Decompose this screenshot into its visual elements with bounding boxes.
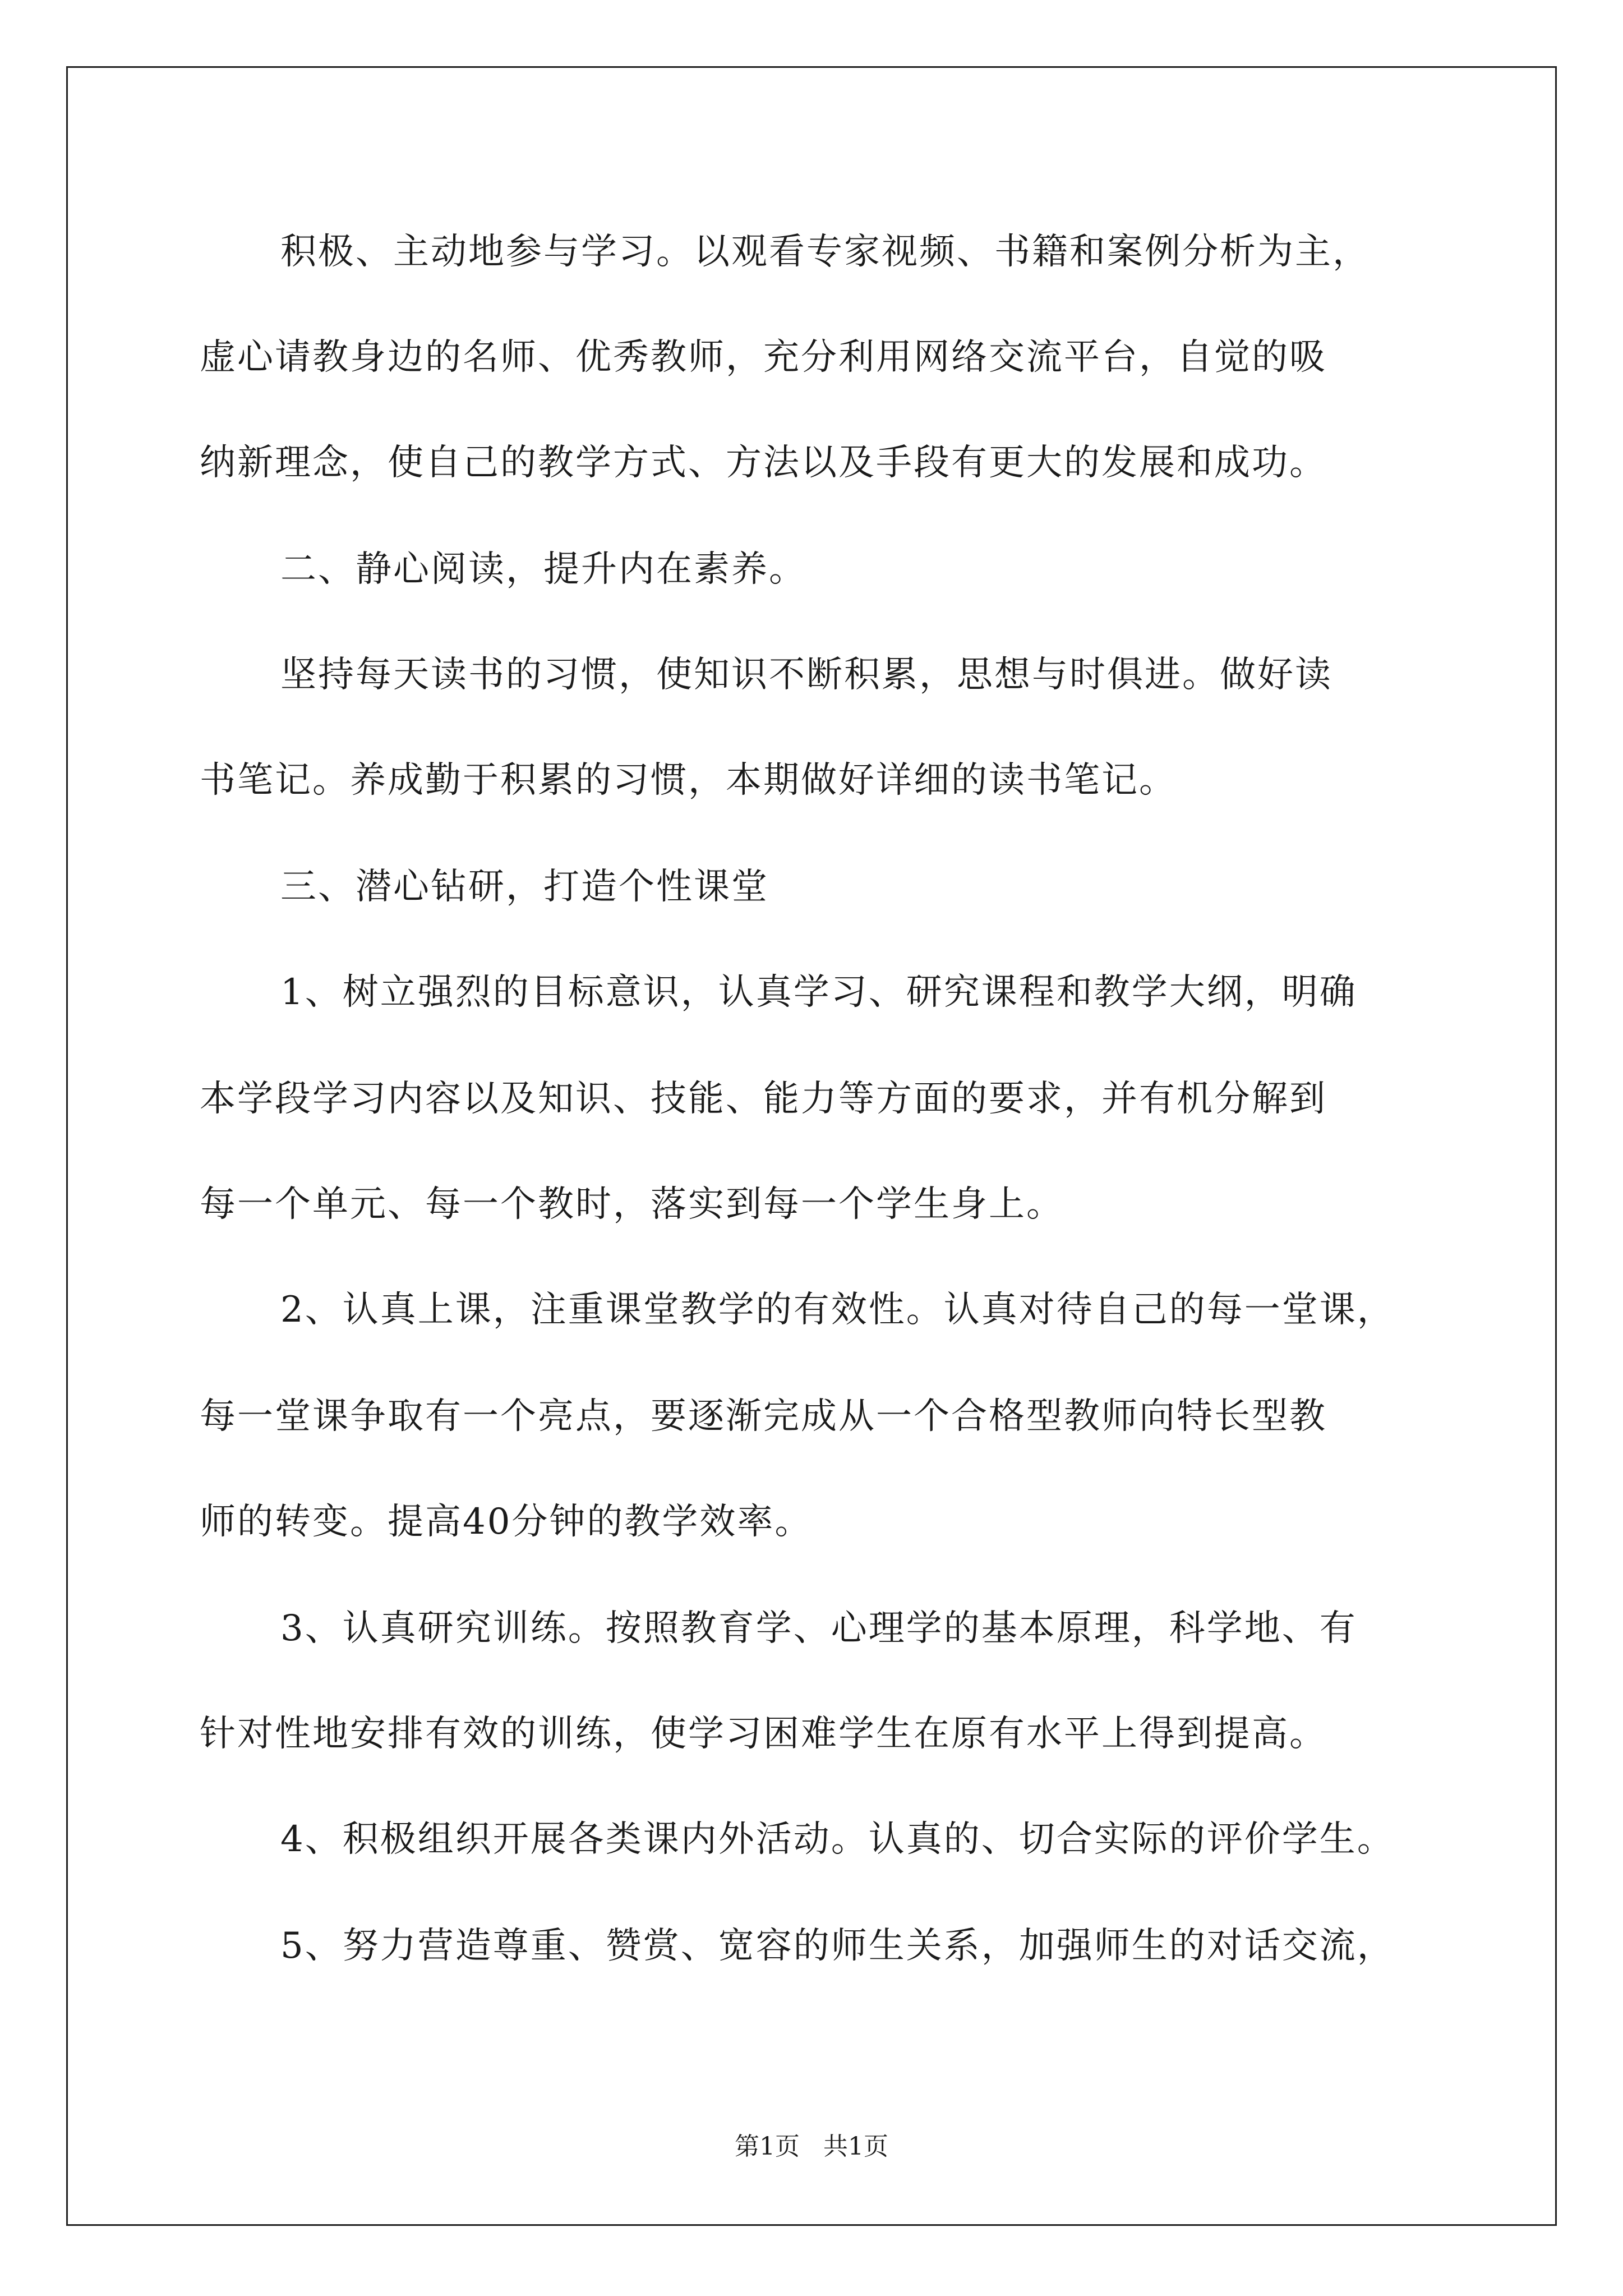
text-line: 2、认真上课，注重课堂教学的有效性。认真对待自己的每一堂课， bbox=[280, 1289, 1395, 1331]
text-line: 每一堂课争取有一个亮点，要逐渐完成从一个合格型教师向特长型教 bbox=[200, 1396, 1327, 1437]
text-line: 5、努力营造尊重、赞赏、宽容的师生关系，加强师生的对话交流， bbox=[280, 1925, 1395, 1967]
page-border bbox=[66, 66, 1557, 2226]
page-number-footer: 第1页 共1页 bbox=[735, 2132, 888, 2161]
text-line: 纳新理念，使自己的教学方式、方法以及手段有更大的发展和成功。 bbox=[200, 442, 1327, 484]
text-line: 1、树立强烈的目标意识，认真学习、研究课程和教学大纲，明确 bbox=[280, 972, 1357, 1013]
text-line: 针对性地安排有效的训练，使学习困难学生在原有水平上得到提高。 bbox=[200, 1713, 1327, 1755]
text-line: 三、潜心钻研，打造个性课堂 bbox=[280, 866, 769, 908]
text-line: 虚心请教身边的名师、优秀教师，充分利用网络交流平台，自觉的吸 bbox=[200, 337, 1327, 378]
text-line: 积极、主动地参与学习。以观看专家视频、书籍和案例分析为主， bbox=[280, 231, 1370, 273]
text-line: 坚持每天读书的习惯，使知识不断积累，思想与时俱进。做好读 bbox=[280, 654, 1332, 696]
text-line: 3、认真研究训练。按照教育学、心理学的基本原理，科学地、有 bbox=[280, 1608, 1357, 1649]
text-line: 师的转变。提高40分钟的教学效率。 bbox=[200, 1501, 813, 1543]
text-line: 本学段学习内容以及知识、技能、能力等方面的要求，并有机分解到 bbox=[200, 1078, 1327, 1120]
text-line: 书笔记。养成勤于积累的习惯，本期做好详细的读书笔记。 bbox=[200, 760, 1177, 801]
text-line: 二、静心阅读，提升内在素养。 bbox=[280, 549, 806, 590]
text-line: 4、积极组织开展各类课内外活动。认真的、切合实际的评价学生。 bbox=[280, 1819, 1395, 1860]
text-line: 每一个单元、每一个教时，落实到每一个学生身上。 bbox=[200, 1184, 1064, 1225]
